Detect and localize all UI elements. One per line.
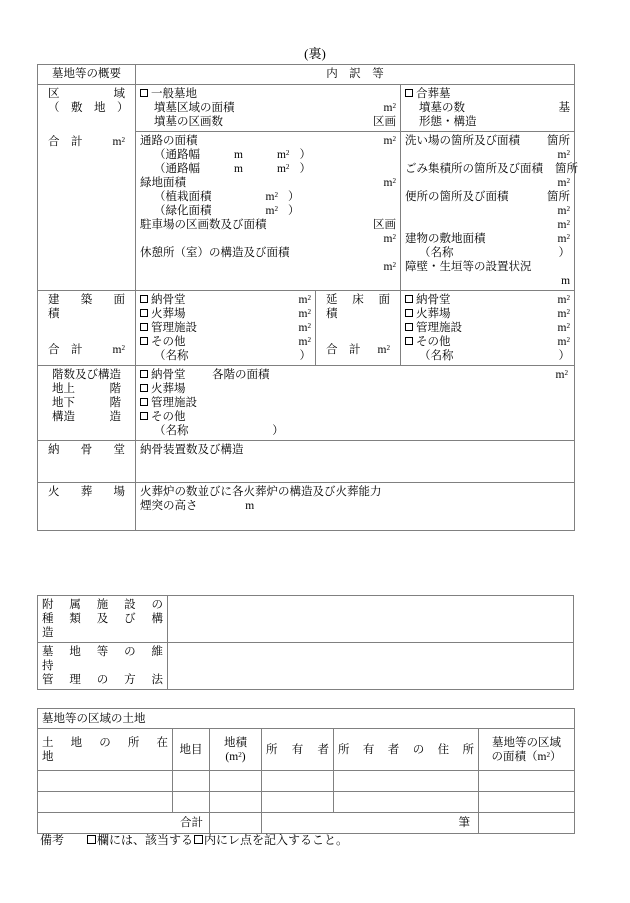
floors-other-name-line: （名称 ） [154, 425, 284, 437]
land-header-cemetery-area: 墓地等の区域 の面積$(m^2)$ [479, 729, 575, 771]
building-area-label: 建 築 面 積 [48, 294, 137, 320]
ossuary-label-cell: 納 骨 堂 [38, 441, 136, 483]
land-cell-category[interactable] [173, 771, 210, 792]
checkbox-icon [87, 835, 96, 844]
path-area-unit: $m^2$ [383, 134, 396, 147]
building-site-line: 建物の敷地面積 $m^2$ [405, 232, 571, 245]
wash-place-line: 洗い場の箇所及び面積 箇所 [405, 135, 571, 147]
area-label-cell [38, 85, 136, 291]
parking-unit: 区画 [373, 219, 396, 231]
ossuary-content-cell: 納骨装置数及び構造 [136, 441, 575, 483]
checkbox-icon[interactable] [140, 309, 148, 317]
garbage-area-unit: $m^2$ [557, 176, 571, 189]
building-site-unit: $m^2$ [557, 232, 571, 245]
land-header-owner-address: 所 有 者 の 住 所 [334, 729, 479, 771]
area-total-line: 合 計 $m^2$ [48, 135, 125, 148]
checkbox-icon[interactable] [405, 89, 413, 97]
land-cell-cemetery-area[interactable] [479, 771, 575, 792]
floors-other-line: その他 [140, 410, 570, 424]
toilet-line: 便所の箇所及び面積 箇所 [405, 191, 571, 203]
land-header-category: 地目 [173, 729, 210, 771]
land-parcels-table [37, 708, 575, 834]
land-cell-owner-address[interactable] [334, 792, 479, 813]
land-total-row [38, 813, 575, 834]
communal-grave-title: 合葬墓 [405, 87, 570, 101]
building-management-line: 管理施設 $m^2$ [140, 321, 311, 335]
land-cell-category[interactable] [173, 792, 210, 813]
building-other-name-line: （名称 ） [154, 350, 311, 362]
toilet-area-unit: $m^2$ [557, 204, 571, 217]
path-width-unit-1: $m^2$ [276, 148, 290, 161]
area-label-line-2: （ 敷 地 ） [48, 102, 129, 114]
floors-structure-row [38, 366, 575, 441]
greening-area-unit: $m^2$ [265, 204, 279, 217]
checkbox-icon[interactable] [405, 337, 413, 345]
graves-row [38, 85, 575, 132]
floor-area-items-cell [401, 291, 575, 366]
floors-label-line-2: 地上 階 [52, 383, 121, 395]
barrier-unit: m [561, 275, 571, 287]
floors-label-line-1: 階数及び構造 [52, 369, 121, 381]
crematorium-furnace-line: 火葬炉の数並びに各火葬炉の構造及び火葬能力 [140, 486, 382, 498]
attached-facility-label-cell [38, 596, 175, 643]
maintenance-label-cell [38, 643, 175, 690]
barrier-line: 障壁・生垣等の設置状況 [405, 261, 532, 273]
land-header-row [38, 729, 575, 771]
floor-area-label-cell [316, 291, 401, 366]
cemetery-overview-table [37, 64, 578, 531]
each-floor-area-line: 各階の面積 $m^2$ [212, 368, 569, 381]
land-cell-location[interactable] [38, 771, 173, 792]
maintenance-method-row [38, 643, 574, 690]
ossuary-row [38, 441, 575, 483]
land-cell-area[interactable] [210, 792, 262, 813]
attached-facility-label-line-1: 附 属 施 設 の [42, 599, 163, 611]
building-ossuary-line: 納骨堂 $m^2$ [140, 293, 311, 307]
crematorium-label-cell: 火 葬 場 [38, 483, 136, 531]
maintenance-label-line-2: 管 理 の 方 法 [42, 674, 163, 686]
land-title-cell: 墓地等の区域の土地 [38, 709, 575, 729]
floor-area-label: 延 床 面 積 [326, 294, 402, 320]
land-total-parcel-count-cell[interactable]: 筆 [262, 813, 479, 834]
footnote-text-after: 内にレ点を記入すること。 [204, 833, 349, 847]
path-width-unit-2: $m^2$ [276, 162, 290, 175]
table-row [38, 792, 575, 813]
building-other-line: その他 $m^2$ [140, 335, 311, 349]
general-cemetery-title: 一般墓地 [140, 87, 396, 101]
planting-area-unit: $m^2$ [265, 190, 279, 203]
path-width-line-1: （通路幅 m $m^2$ ） [154, 148, 311, 161]
land-cell-location[interactable] [38, 792, 173, 813]
checkbox-icon[interactable] [405, 323, 413, 331]
green-area-line: 緑地面積 $m^2$ [140, 176, 396, 189]
building-area-label-cell [38, 291, 136, 366]
checkbox-icon[interactable] [405, 295, 413, 303]
grave-area-unit: $m^2$ [383, 101, 396, 114]
garbage-unit: 箇所 [555, 163, 578, 175]
land-total-cemetery-area-cell[interactable] [479, 813, 575, 834]
land-total-label: 合計 [38, 813, 210, 834]
green-area-unit: $m^2$ [383, 176, 396, 189]
land-header-area-unit: $(m^2)$ [225, 750, 246, 763]
grave-count-line: 墳墓の区画数 区画 [154, 116, 396, 128]
floors-label-cell [38, 366, 136, 441]
land-cell-owner[interactable] [262, 771, 334, 792]
toilet-unit: 箇所 [547, 191, 571, 203]
grave-area-line: 墳墓区域の面積 $m^2$ [154, 101, 396, 114]
attached-facility-value-cell[interactable] [168, 596, 574, 643]
communal-grave-count-unit: 基 [558, 102, 571, 114]
page-side-marker: (裏) [304, 46, 326, 61]
checkbox-icon[interactable] [140, 323, 148, 331]
planting-area-line: （植栽面積 $m^2$ ） [154, 190, 300, 203]
communal-grave-count-line: 墳墓の数 基 [419, 102, 571, 114]
floor-ossuary-line: 納骨堂 $m^2$ [405, 293, 570, 307]
site-right-details-cell [401, 132, 578, 291]
checkbox-icon[interactable] [140, 384, 148, 392]
rest-area-unit: $m^2$ [383, 260, 396, 273]
parking-area-unit: $m^2$ [383, 232, 396, 245]
greening-area-line: （緑化面積 $m^2$ ） [154, 204, 300, 217]
attached-facilities-table [37, 595, 574, 690]
floors-label-line-4: 構造 造 [52, 411, 121, 423]
floor-other-line: その他 $m^2$ [405, 335, 570, 349]
chimney-height-line: 煙突の高さ m [140, 500, 255, 512]
maintenance-value-cell[interactable] [168, 643, 574, 690]
building-area-items-cell [136, 291, 316, 366]
crematorium-row [38, 483, 575, 531]
land-cell-owner-address[interactable] [334, 771, 479, 792]
parking-line: 駐車場の区画数及び面積 区画 [140, 219, 396, 231]
header-cell-overview: 墓地等の概要 [38, 65, 136, 85]
communal-grave-form-line: 形態・構造 [419, 116, 477, 128]
garbage-line: ごみ集積所の箇所及び面積 箇所 [405, 163, 578, 175]
path-area-line: 通路の面積 $m^2$ [140, 134, 396, 147]
building-name-line: （名称 ） [419, 247, 571, 259]
checkbox-icon[interactable] [140, 337, 148, 345]
building-area-row [38, 291, 575, 366]
land-header-cemetery-area-unit: の面積$(m^2)$ [491, 750, 562, 763]
maintenance-label-line-1: 墓 地 等 の 維 持 [42, 646, 175, 672]
grave-count-unit: 区画 [373, 116, 396, 128]
floors-label-line-3: 地下 階 [52, 397, 121, 409]
floors-content-cell [136, 366, 575, 441]
land-header-owner: 所 有 者 [262, 729, 334, 771]
floors-management-line: 管理施設 [140, 396, 570, 410]
wash-place-unit: 箇所 [547, 135, 571, 147]
path-width-line-2: （通路幅 m $m^2$ ） [154, 162, 311, 175]
footnote-prefix: 備考 [40, 833, 65, 847]
crematorium-content-cell [136, 483, 575, 531]
building-area-total-unit: $m^2$ [112, 343, 125, 356]
land-cell-owner[interactable] [262, 792, 334, 813]
attached-facility-label-line-2: 種 類 及 び 構 造 [42, 613, 175, 639]
checkbox-icon[interactable] [140, 398, 148, 406]
floor-area-total-line: 合 計 $m^2$ [326, 343, 390, 356]
floor-area-total-unit: $m^2$ [377, 343, 390, 356]
checkbox-icon[interactable] [140, 370, 148, 378]
checkbox-icon[interactable] [140, 412, 148, 420]
floor-crematorium-line: 火葬場 $m^2$ [405, 307, 570, 321]
site-left-details-cell [136, 132, 401, 291]
floors-ossuary-line: 納骨堂 [140, 368, 570, 382]
checkbox-icon[interactable] [140, 89, 148, 97]
extra-area-unit: $m^2$ [557, 218, 571, 231]
land-header-area: 地積 $(m^2)$ [210, 729, 262, 771]
rest-area-line: 休憩所（室）の構造及び面積 [140, 247, 290, 259]
checkbox-icon [194, 835, 203, 844]
footnote-text-before: 欄には、該当する [97, 833, 194, 847]
area-total-unit: $m^2$ [112, 135, 125, 148]
floors-crematorium-line: 火葬場 [140, 382, 570, 396]
floor-management-line: 管理施設 $m^2$ [405, 321, 570, 335]
table-header-row [38, 65, 575, 85]
footnote [40, 832, 348, 848]
area-label-line-1: 区 域 [48, 88, 125, 100]
floor-other-name-line: （名称 ） [419, 350, 571, 362]
land-total-area-cell[interactable] [210, 813, 262, 834]
table-row [38, 771, 575, 792]
land-title-row [38, 709, 575, 729]
land-cell-area[interactable] [210, 771, 262, 792]
checkbox-icon[interactable] [140, 295, 148, 303]
each-floor-area-unit: $m^2$ [555, 368, 569, 381]
building-area-total-line: 合 計 $m^2$ [48, 343, 125, 356]
land-header-location: 土 地 の 所 在 地 [38, 729, 173, 771]
wash-place-area-unit: $m^2$ [557, 148, 571, 161]
header-cell-breakdown: 内 訳 等 [136, 65, 575, 85]
communal-grave-cell [401, 85, 575, 132]
checkbox-icon[interactable] [405, 309, 413, 317]
attached-facility-type-row [38, 596, 574, 643]
general-cemetery-cell [136, 85, 401, 132]
building-crematorium-line: 火葬場 $m^2$ [140, 307, 311, 321]
land-cell-cemetery-area[interactable] [479, 792, 575, 813]
